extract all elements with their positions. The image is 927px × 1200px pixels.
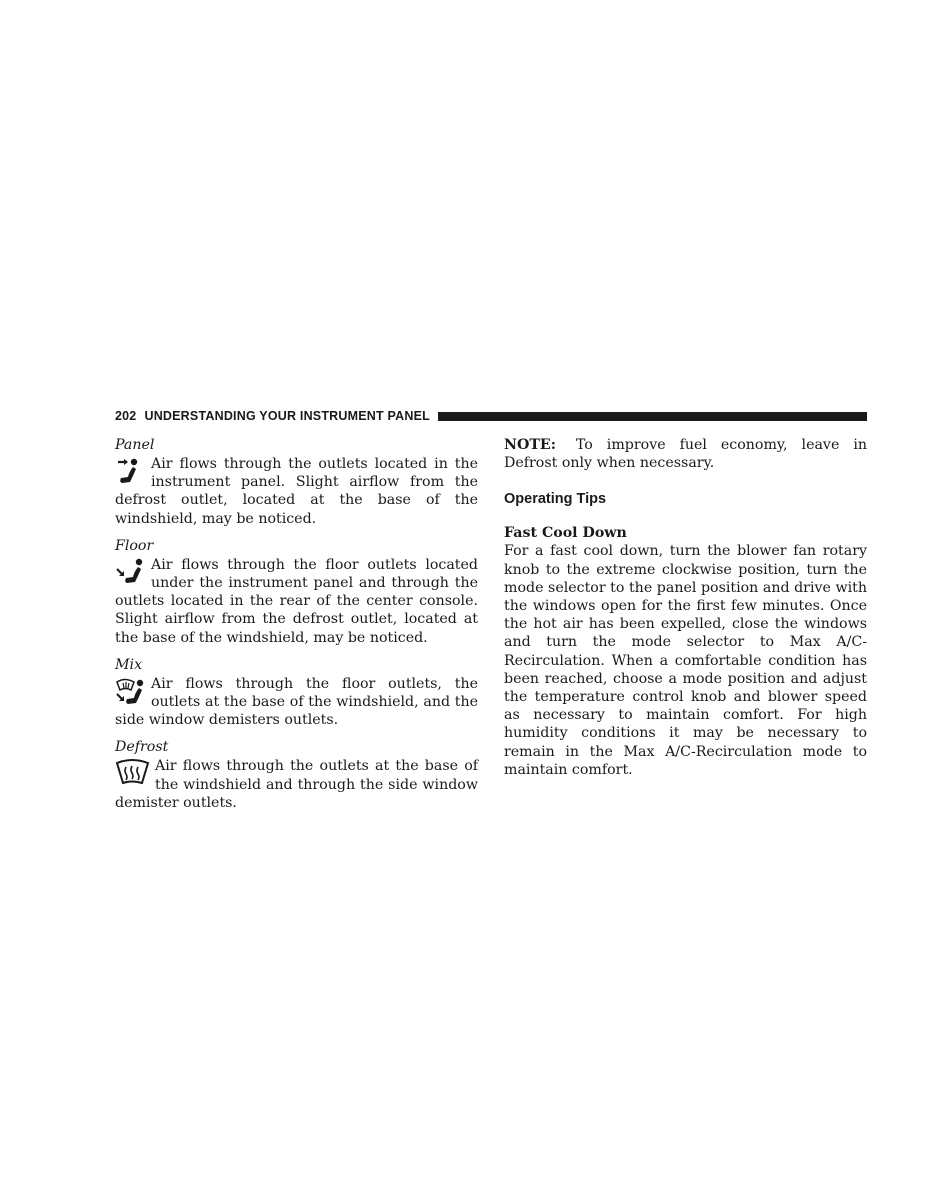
mode-title: Defrost bbox=[115, 739, 169, 756]
mode-floor bbox=[115, 537, 478, 647]
mode-mix bbox=[115, 656, 478, 730]
right-column bbox=[504, 436, 867, 779]
mode-description: Air flows through the outlets located in the instrument panel. Slight airflow from the defrost outlet, located at the base of the windshield, may be noticed. bbox=[115, 456, 478, 527]
floor-vent-icon bbox=[115, 557, 149, 591]
page-header bbox=[115, 409, 867, 423]
page-number: 202 bbox=[115, 409, 137, 423]
section-heading: Operating Tips bbox=[504, 491, 607, 508]
body-paragraph: For a fast cool down, turn the blower fan rotary knob to the extreme clockwise position, turn the mode selector to the panel position and drive with the windows open for the first few minutes. Once the hot air has been expelled, close the windows and turn the mode selector to Max A/C-Recirculation. When a comfortable condition has been reached, choose a mode position and adjust the temperature control knob and blower speed as necessary to maintain comfort. For high humidity conditions it may be necessary to remain in the Max A/C-Recirculation mode to maintain comfort. bbox=[504, 543, 867, 778]
mode-description: Air flows through the outlets at the base of the windshield and through the side window demister outlets. bbox=[115, 758, 478, 811]
mode-title: Floor bbox=[115, 537, 154, 554]
mode-description: Air flows through the floor outlets located under the instrument panel and through the outlets located in the rear of the center console. Slight airflow from the defrost outlet, located at the base of the windshield, may be noticed. bbox=[115, 556, 478, 646]
mode-defrost bbox=[115, 738, 478, 812]
panel-vent-icon bbox=[115, 456, 149, 490]
running-title: UNDERSTANDING YOUR INSTRUMENT PANEL bbox=[144, 409, 430, 423]
note bbox=[504, 436, 867, 472]
left-column bbox=[115, 436, 478, 821]
header-rule bbox=[438, 412, 867, 421]
mode-description: Air flows through the floor outlets, the outlets at the base of the windshield, and the side window demisters outlets. bbox=[115, 675, 478, 729]
sub-heading: Fast Cool Down bbox=[504, 525, 627, 542]
mix-vent-icon bbox=[115, 676, 149, 710]
mode-title: Mix bbox=[115, 656, 143, 673]
mode-panel bbox=[115, 436, 478, 528]
defrost-icon bbox=[115, 758, 153, 792]
mode-title: Panel bbox=[115, 437, 155, 453]
note-text: To improve fuel economy, leave in Defrost only when necessary. bbox=[504, 437, 867, 472]
note-label: NOTE: bbox=[504, 437, 556, 453]
